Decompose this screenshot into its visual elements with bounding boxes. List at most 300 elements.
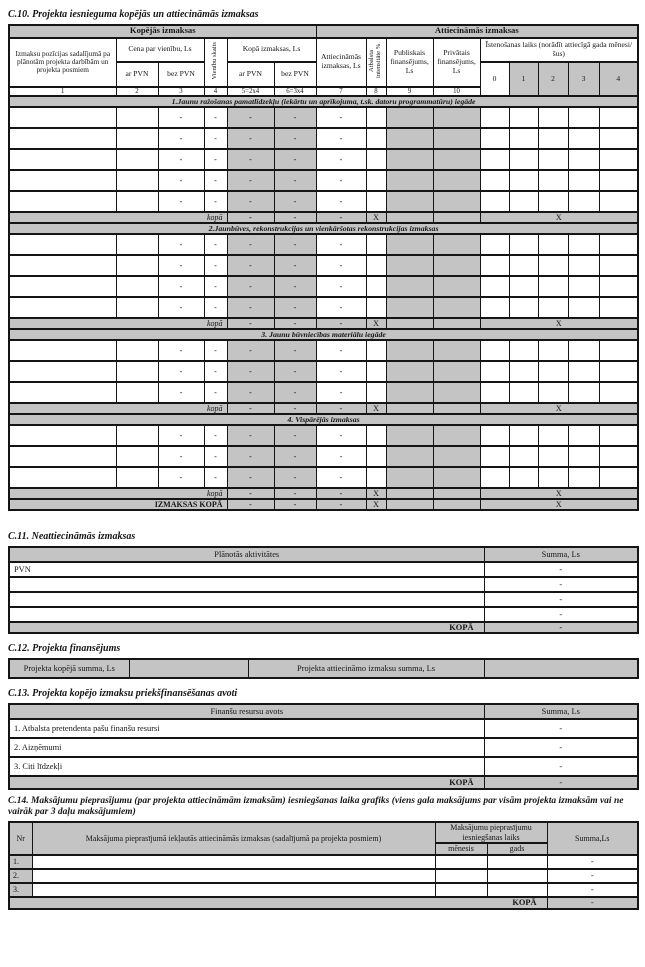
col-number-8: 8	[366, 87, 386, 97]
support-intensity-input[interactable]	[366, 382, 386, 403]
unit-count-value: -	[204, 170, 227, 191]
price-without-vat-value: -	[158, 128, 204, 149]
total-without-vat-value: -	[274, 446, 316, 467]
month-0-cell[interactable]	[480, 446, 509, 467]
subtotal-without-vat: -	[274, 318, 316, 329]
c11-title: C.11. Neattiecināmās izmaksas	[8, 531, 136, 543]
subtotal-eligible: -	[316, 488, 366, 499]
price-with-vat-input[interactable]	[116, 170, 158, 191]
month-2-cell[interactable]	[538, 382, 568, 403]
header-month-3: 3	[568, 62, 599, 97]
c10-title: C.10. Projekta iesnieguma kopējās un attiecināmās izmaksas	[8, 9, 259, 20]
support-intensity-input[interactable]	[366, 191, 386, 212]
c11-total-label: KOPĀ	[9, 622, 484, 633]
month-1-cell[interactable]	[509, 128, 538, 149]
month-0-cell[interactable]	[480, 234, 509, 255]
month-2-cell[interactable]	[538, 170, 568, 191]
col-number-9: 9	[386, 87, 433, 97]
price-with-vat-input[interactable]	[116, 382, 158, 403]
month-0-cell[interactable]	[480, 425, 509, 446]
private-funding-cell	[433, 425, 480, 446]
public-funding-cell	[386, 446, 433, 467]
total-without-vat-value: -	[274, 276, 316, 297]
header-total-with-vat: ar PVN	[227, 62, 274, 87]
unit-count-value: -	[204, 149, 227, 170]
c13-total-label: KOPĀ	[9, 776, 484, 789]
month-4-cell[interactable]	[599, 340, 638, 361]
month-0-cell[interactable]	[480, 255, 509, 276]
planned-activity-amount: -	[484, 607, 638, 622]
total-with-vat-value: -	[227, 446, 274, 467]
month-3-cell[interactable]	[568, 446, 599, 467]
month-4-cell[interactable]	[599, 255, 638, 276]
month-3-cell[interactable]	[568, 149, 599, 170]
subtotal-with-vat: -	[227, 403, 274, 414]
eligible-costs-value: -	[316, 297, 366, 318]
c14-title: C.14. Maksājumu pieprasījumu (par projekta attiecināmām izmaksām) iesniegšanas laika grafiks (viens gala maksājums par visām projekta izmaksām vai ne vairāk par 3 daļu maksājumiem)	[8, 795, 624, 817]
finance-source-label: 3. Citi līdzekļi	[9, 757, 484, 776]
price-without-vat-value: -	[158, 191, 204, 212]
section-title: 1.Jaunu ražošanas pamatlīdzekļu (iekārtu un aprīkojuma, t.sk. datoru programmatūru) iegāde	[9, 96, 638, 107]
month-3-cell[interactable]	[568, 234, 599, 255]
payment-year-input[interactable]	[487, 855, 547, 869]
month-0-cell[interactable]	[480, 467, 509, 488]
total-with-vat-value: -	[227, 382, 274, 403]
private-funding-cell	[433, 446, 480, 467]
eligible-costs-value: -	[316, 467, 366, 488]
subtotal-eligible: -	[316, 403, 366, 414]
month-4-cell[interactable]	[599, 446, 638, 467]
public-funding-cell	[386, 340, 433, 361]
price-with-vat-input[interactable]	[116, 361, 158, 382]
subtotal-months-x: X	[480, 488, 638, 499]
price-with-vat-input[interactable]	[116, 128, 158, 149]
subtotal-without-vat: -	[274, 403, 316, 414]
col-number-7: 7	[316, 87, 366, 97]
total-with-vat-value: -	[227, 340, 274, 361]
price-without-vat-value: -	[158, 107, 204, 128]
price-without-vat-value: -	[158, 340, 204, 361]
payment-month-input[interactable]	[435, 883, 487, 897]
private-funding-cell	[433, 297, 480, 318]
month-1-cell[interactable]	[509, 234, 538, 255]
price-without-vat-value: -	[158, 446, 204, 467]
cost-item-input[interactable]	[9, 191, 116, 212]
subtotal-label: kopā	[9, 488, 227, 499]
total-without-vat-value: -	[274, 234, 316, 255]
month-0-cell[interactable]	[480, 191, 509, 212]
eligible-costs-value: -	[316, 446, 366, 467]
month-2-cell[interactable]	[538, 446, 568, 467]
cost-item-input[interactable]	[9, 340, 116, 361]
c13-total-value: -	[484, 776, 638, 789]
header-public-funding: Publiskais finansējums, Ls	[386, 38, 433, 87]
subtotal-private-funding	[433, 499, 480, 510]
eligible-costs-value: -	[316, 361, 366, 382]
finance-source-amount: -	[484, 738, 638, 757]
cost-item-input[interactable]	[9, 149, 116, 170]
planned-activity-amount: -	[484, 562, 638, 577]
support-intensity-input[interactable]	[366, 467, 386, 488]
price-with-vat-input[interactable]	[116, 149, 158, 170]
cost-item-input[interactable]	[9, 361, 116, 382]
subtotal-private-funding	[433, 318, 480, 329]
total-with-vat-value: -	[227, 234, 274, 255]
private-funding-cell	[433, 276, 480, 297]
price-with-vat-input[interactable]	[116, 467, 158, 488]
month-2-cell[interactable]	[538, 234, 568, 255]
total-without-vat-value: -	[274, 297, 316, 318]
c12-total-sum-label: Projekta kopējā summa, Ls	[9, 659, 129, 678]
payment-request-costs-input[interactable]	[32, 855, 435, 869]
price-with-vat-input[interactable]	[116, 107, 158, 128]
c14-header-sum: Summa,Ls	[547, 822, 638, 855]
month-0-cell[interactable]	[480, 128, 509, 149]
payment-request-costs-input[interactable]	[32, 869, 435, 883]
eligible-costs-value: -	[316, 191, 366, 212]
public-funding-cell	[386, 382, 433, 403]
eligible-costs-value: -	[316, 276, 366, 297]
cost-item-input[interactable]	[9, 107, 116, 128]
payment-request-costs-input[interactable]	[32, 883, 435, 897]
c14-header-year: gads	[487, 843, 547, 855]
cost-item-input[interactable]	[9, 382, 116, 403]
subtotal-intensity-x: X	[366, 403, 386, 414]
month-0-cell[interactable]	[480, 276, 509, 297]
month-1-cell[interactable]	[509, 107, 538, 128]
total-without-vat-value: -	[274, 128, 316, 149]
eligible-costs-value: -	[316, 425, 366, 446]
public-funding-cell	[386, 276, 433, 297]
price-without-vat-value: -	[158, 297, 204, 318]
month-1-cell[interactable]	[509, 425, 538, 446]
month-0-cell[interactable]	[480, 361, 509, 382]
price-with-vat-input[interactable]	[116, 234, 158, 255]
month-2-cell[interactable]	[538, 276, 568, 297]
header-month-1: 1	[509, 62, 538, 97]
header-cost-positions: Izmaksu pozīcijas sadalījumā pa plānotām projekta darbībām un projekta posmiem	[9, 38, 116, 87]
subtotal-months-x: X	[480, 499, 638, 510]
month-4-cell[interactable]	[599, 107, 638, 128]
header-unit-price: Cena par vienību, Ls	[116, 38, 204, 62]
c12-total-sum-input[interactable]	[129, 659, 248, 678]
payment-year-input[interactable]	[487, 869, 547, 883]
total-with-vat-value: -	[227, 276, 274, 297]
subtotal-public-funding	[386, 212, 433, 223]
finance-source-amount: -	[484, 757, 638, 776]
support-intensity-input[interactable]	[366, 234, 386, 255]
month-3-cell[interactable]	[568, 107, 599, 128]
c14-header-submission-time: Maksājumu pieprasījumu iesniegšanas laiks	[435, 822, 547, 843]
month-1-cell[interactable]	[509, 149, 538, 170]
c11-ineligible-costs-table	[8, 546, 639, 634]
price-with-vat-input[interactable]	[116, 255, 158, 276]
header-private-funding: Privātais finansējums, Ls	[433, 38, 480, 87]
header-month-0: 0	[480, 62, 509, 97]
cost-item-input[interactable]	[9, 234, 116, 255]
c13-header-sum: Summa, Ls	[484, 704, 638, 719]
support-intensity-input[interactable]	[366, 276, 386, 297]
support-intensity-input[interactable]	[366, 361, 386, 382]
month-0-cell[interactable]	[480, 149, 509, 170]
payment-month-input[interactable]	[435, 855, 487, 869]
subtotal-label: kopā	[9, 318, 227, 329]
price-without-vat-value: -	[158, 234, 204, 255]
support-intensity-input[interactable]	[366, 425, 386, 446]
eligible-costs-value: -	[316, 128, 366, 149]
cost-item-input[interactable]	[9, 255, 116, 276]
public-funding-cell	[386, 191, 433, 212]
public-funding-cell	[386, 170, 433, 191]
total-with-vat-value: -	[227, 170, 274, 191]
unit-count-value: -	[204, 191, 227, 212]
total-without-vat-value: -	[274, 382, 316, 403]
month-3-cell[interactable]	[568, 255, 599, 276]
c13-header-source: Finanšu resursu avots	[9, 704, 484, 719]
month-1-cell[interactable]	[509, 361, 538, 382]
private-funding-cell	[433, 382, 480, 403]
section-title: 4. Vispārējās izmaksas	[9, 414, 638, 425]
unit-count-value: -	[204, 467, 227, 488]
month-3-cell[interactable]	[568, 191, 599, 212]
month-1-cell[interactable]	[509, 170, 538, 191]
support-intensity-input[interactable]	[366, 297, 386, 318]
subtotal-eligible: -	[316, 499, 366, 510]
support-intensity-input[interactable]	[366, 170, 386, 191]
header-unit-count	[204, 38, 227, 87]
month-1-cell[interactable]	[509, 340, 538, 361]
cost-item-input[interactable]	[9, 467, 116, 488]
price-with-vat-input[interactable]	[116, 276, 158, 297]
month-2-cell[interactable]	[538, 467, 568, 488]
payment-request-number: 1.	[9, 855, 32, 869]
total-without-vat-value: -	[274, 425, 316, 446]
c12-financing-table	[8, 658, 639, 679]
cost-item-input[interactable]	[9, 446, 116, 467]
month-3-cell[interactable]	[568, 170, 599, 191]
month-2-cell[interactable]	[538, 297, 568, 318]
unit-count-value: -	[204, 425, 227, 446]
price-without-vat-value: -	[158, 467, 204, 488]
month-3-cell[interactable]	[568, 340, 599, 361]
price-without-vat-value: -	[158, 255, 204, 276]
payment-sum-value: -	[547, 883, 638, 897]
unit-count-value: -	[204, 276, 227, 297]
eligible-costs-value: -	[316, 107, 366, 128]
month-3-cell[interactable]	[568, 361, 599, 382]
unit-count-value: -	[204, 107, 227, 128]
payment-month-input[interactable]	[435, 869, 487, 883]
header-month-4: 4	[599, 62, 638, 97]
subtotal-private-funding	[433, 212, 480, 223]
price-with-vat-input[interactable]	[116, 446, 158, 467]
private-funding-cell	[433, 170, 480, 191]
total-with-vat-value: -	[227, 467, 274, 488]
private-funding-cell	[433, 234, 480, 255]
planned-activity-label: PVN	[9, 562, 484, 577]
private-funding-cell	[433, 467, 480, 488]
month-1-cell[interactable]	[509, 191, 538, 212]
header-total-sum: Kopā izmaksas, Ls	[227, 38, 316, 62]
private-funding-cell	[433, 340, 480, 361]
cost-item-input[interactable]	[9, 170, 116, 191]
header-eligible-costs: Attiecināmās izmaksas	[316, 25, 638, 38]
header-total-without-vat: bez PVN	[274, 62, 316, 87]
planned-activity-label[interactable]	[9, 607, 484, 622]
month-2-cell[interactable]	[538, 107, 568, 128]
month-2-cell[interactable]	[538, 361, 568, 382]
header-total-costs: Kopējās izmaksas	[9, 25, 316, 38]
subtotal-intensity-x: X	[366, 499, 386, 510]
c11-total-value: -	[484, 622, 638, 633]
payment-year-input[interactable]	[487, 883, 547, 897]
support-intensity-input[interactable]	[366, 128, 386, 149]
month-4-cell[interactable]	[599, 382, 638, 403]
header-without-vat: bez PVN	[158, 62, 204, 87]
eligible-costs-value: -	[316, 255, 366, 276]
total-without-vat-value: -	[274, 361, 316, 382]
month-4-cell[interactable]	[599, 361, 638, 382]
unit-count-value: -	[204, 446, 227, 467]
private-funding-cell	[433, 255, 480, 276]
private-funding-cell	[433, 128, 480, 149]
public-funding-cell	[386, 255, 433, 276]
month-1-cell[interactable]	[509, 446, 538, 467]
price-without-vat-value: -	[158, 276, 204, 297]
month-3-cell[interactable]	[568, 382, 599, 403]
subtotal-public-funding	[386, 488, 433, 499]
c12-eligible-sum-input[interactable]	[484, 659, 638, 678]
total-with-vat-value: -	[227, 149, 274, 170]
planned-activity-label[interactable]	[9, 577, 484, 592]
grand-total-label: IZMAKSAS KOPĀ	[9, 499, 227, 510]
subtotal-label: kopā	[9, 212, 227, 223]
header-with-vat: ar PVN	[116, 62, 158, 87]
month-1-cell[interactable]	[509, 467, 538, 488]
support-intensity-input[interactable]	[366, 446, 386, 467]
price-with-vat-input[interactable]	[116, 191, 158, 212]
c14-header-month: mēnesis	[435, 843, 487, 855]
header-support-intensity	[366, 38, 386, 87]
month-4-cell[interactable]	[599, 234, 638, 255]
month-3-cell[interactable]	[568, 425, 599, 446]
month-0-cell[interactable]	[480, 382, 509, 403]
col-number-10: 10	[433, 87, 480, 97]
col-number-5: 5=2x4	[227, 87, 274, 97]
month-4-cell[interactable]	[599, 297, 638, 318]
cost-item-input[interactable]	[9, 297, 116, 318]
subtotal-public-funding	[386, 318, 433, 329]
month-2-cell[interactable]	[538, 255, 568, 276]
month-1-cell[interactable]	[509, 297, 538, 318]
month-3-cell[interactable]	[568, 467, 599, 488]
support-intensity-input[interactable]	[366, 107, 386, 128]
month-3-cell[interactable]	[568, 297, 599, 318]
public-funding-cell	[386, 149, 433, 170]
subtotal-private-funding	[433, 488, 480, 499]
total-without-vat-value: -	[274, 170, 316, 191]
support-intensity-input[interactable]	[366, 255, 386, 276]
unit-count-value: -	[204, 361, 227, 382]
col-number-3: 3	[158, 87, 204, 97]
c12-eligible-sum-label: Projekta attiecināmo izmaksu summa, Ls	[248, 659, 484, 678]
price-with-vat-input[interactable]	[116, 297, 158, 318]
month-4-cell[interactable]	[599, 149, 638, 170]
month-0-cell[interactable]	[480, 107, 509, 128]
subtotal-eligible: -	[316, 318, 366, 329]
total-without-vat-value: -	[274, 255, 316, 276]
planned-activity-amount: -	[484, 592, 638, 607]
subtotal-months-x: X	[480, 403, 638, 414]
subtotal-without-vat: -	[274, 499, 316, 510]
total-with-vat-value: -	[227, 255, 274, 276]
subtotal-private-funding	[433, 403, 480, 414]
eligible-costs-value: -	[316, 340, 366, 361]
c12-title: C.12. Projekta finansējums	[8, 643, 121, 655]
subtotal-with-vat: -	[227, 488, 274, 499]
header-implementation-time: Īstenošanas laiks (norādīt attiecīgā gada mēnesi/šus)	[480, 38, 638, 62]
support-intensity-input[interactable]	[366, 340, 386, 361]
header-eligible-ls: Attiecināmās izmaksas, Ls	[316, 38, 366, 87]
total-without-vat-value: -	[274, 191, 316, 212]
month-4-cell[interactable]	[599, 276, 638, 297]
c10-costs-table	[8, 24, 639, 512]
month-4-cell[interactable]	[599, 170, 638, 191]
month-2-cell[interactable]	[538, 149, 568, 170]
month-4-cell[interactable]	[599, 191, 638, 212]
month-2-cell[interactable]	[538, 128, 568, 149]
price-without-vat-value: -	[158, 170, 204, 191]
eligible-costs-value: -	[316, 149, 366, 170]
month-3-cell[interactable]	[568, 276, 599, 297]
public-funding-cell	[386, 234, 433, 255]
unit-count-value: -	[204, 234, 227, 255]
cost-item-input[interactable]	[9, 425, 116, 446]
header-unit-count-label: Vienību skaits	[211, 42, 219, 80]
month-3-cell[interactable]	[568, 128, 599, 149]
subtotal-intensity-x: X	[366, 488, 386, 499]
price-with-vat-input[interactable]	[116, 425, 158, 446]
finance-source-label: 2. Aizņēmumi	[9, 738, 484, 757]
month-4-cell[interactable]	[599, 425, 638, 446]
month-4-cell[interactable]	[599, 467, 638, 488]
cost-item-input[interactable]	[9, 276, 116, 297]
price-with-vat-input[interactable]	[116, 340, 158, 361]
month-4-cell[interactable]	[599, 128, 638, 149]
month-1-cell[interactable]	[509, 382, 538, 403]
month-1-cell[interactable]	[509, 255, 538, 276]
month-2-cell[interactable]	[538, 191, 568, 212]
col-number-4: 4	[204, 87, 227, 97]
month-1-cell[interactable]	[509, 276, 538, 297]
finance-source-amount: -	[484, 719, 638, 738]
subtotal-public-funding	[386, 499, 433, 510]
col-number-2: 2	[116, 87, 158, 97]
month-2-cell[interactable]	[538, 340, 568, 361]
month-0-cell[interactable]	[480, 340, 509, 361]
support-intensity-input[interactable]	[366, 149, 386, 170]
planned-activity-label[interactable]	[9, 592, 484, 607]
month-0-cell[interactable]	[480, 297, 509, 318]
month-2-cell[interactable]	[538, 425, 568, 446]
month-0-cell[interactable]	[480, 170, 509, 191]
private-funding-cell	[433, 149, 480, 170]
subtotal-months-x: X	[480, 212, 638, 223]
cost-item-input[interactable]	[9, 128, 116, 149]
c14-header-nr: Nr	[9, 822, 32, 855]
total-with-vat-value: -	[227, 425, 274, 446]
payment-request-number: 3.	[9, 883, 32, 897]
